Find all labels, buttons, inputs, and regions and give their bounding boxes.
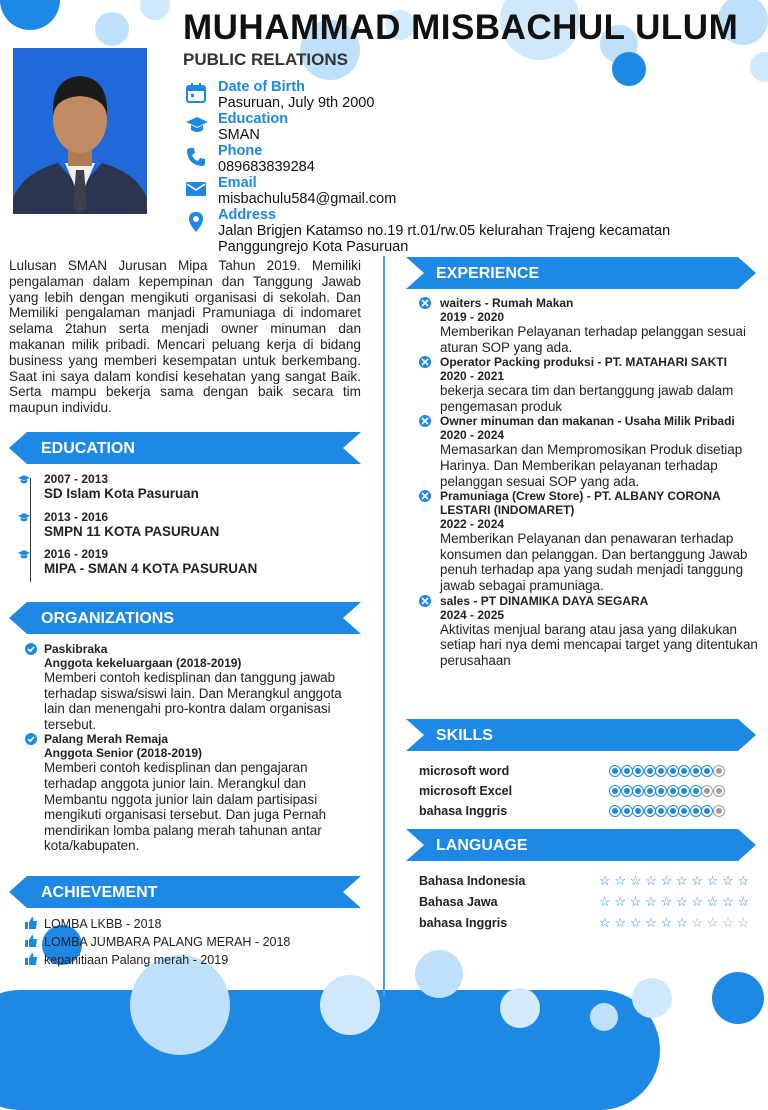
education-years: 2016 - 2019 xyxy=(44,547,109,562)
achievement-item xyxy=(25,951,355,969)
experience-item xyxy=(418,489,758,593)
rating-dot-empty xyxy=(702,786,712,796)
experience-role: Owner minuman dan makanan - Usaha Milik Pribadi xyxy=(440,414,735,429)
thumbs-up-icon xyxy=(25,916,37,934)
achievement-title: ACHIEVEMENT xyxy=(41,884,158,901)
profile-photo xyxy=(13,48,147,214)
organization-item xyxy=(25,732,355,854)
language-rating-stars xyxy=(599,873,753,889)
star-filled-icon: ☆ xyxy=(691,894,703,909)
organization-position: Anggota kekeluargaan (2018-2019) xyxy=(44,656,242,670)
star-filled-icon: ☆ xyxy=(614,894,627,909)
organization-desc: Memberi contoh kedisplinan dan tanggung jawab terhadap siswa/siswi lain. Dan Merangkul anggota lain dan menengahi pro-kontra dalam organisasi tersebut. xyxy=(44,670,342,732)
star-filled-icon: ☆ xyxy=(691,873,703,888)
bullet-icon xyxy=(418,414,432,432)
rating-dot-empty xyxy=(714,766,724,776)
education-title: EDUCATION xyxy=(41,440,135,457)
star-filled-icon: ☆ xyxy=(645,873,657,888)
education-years: 2007 - 2013 xyxy=(44,472,109,486)
contact-label: Date of Birth xyxy=(218,79,305,95)
rating-dot-filled xyxy=(610,806,620,816)
language-title: LANGUAGE xyxy=(436,837,528,854)
experience-desc: Memberikan Pelayanan dan penawaran terhadap konsumen dan pelanggan. Dan bertanggung Jawab penuh terhadap apa yang sudah menjadi tanggung jawab sebagai pramuniaga. xyxy=(440,531,748,593)
star-filled-icon: ☆ xyxy=(660,915,673,930)
check-circle-icon xyxy=(25,643,37,659)
rating-dot-filled xyxy=(691,806,701,816)
organization-name: Palang Merah Remaja xyxy=(44,732,169,747)
candidate-role: PUBLIC RELATIONS xyxy=(183,50,348,69)
rating-dot-filled xyxy=(622,806,632,816)
column-divider xyxy=(383,256,385,996)
about-summary: Lulusan SMAN Jurusan Mipa Tahun 2019. Memiliki pengalaman dalam kepempinan dan Tanggung Jawab yang lebih dengan mengikuti organisasi di sekolah. Dan Memiliki pengalaman manjadi Pramuniaga di indomaret selama 2tahun serta menjadi owner minuman dan makanan milik pribadi. Mencari peluang kerja di bidang business yang memberi kesempatan untuk berkembang. Saat ini saya dalam kondisi kesehatan yang sangat Baik. Serta mampu bekerja sama dengan baik secara tim maupun individu. xyxy=(9,258,361,416)
rating-dot-filled xyxy=(656,786,666,796)
star-filled-icon: ☆ xyxy=(660,894,673,909)
language-name: Bahasa Indonesia xyxy=(419,874,526,888)
education-school: MIPA - SMAN 4 KOTA PASURUAN xyxy=(44,561,258,577)
organization-position: Anggota Senior (2018-2019) xyxy=(44,746,203,761)
rating-dot-filled xyxy=(633,786,643,796)
contact-item-phone xyxy=(186,143,746,175)
contact-value: Jalan Brigjen Katamso no.19 rt.01/rw.05 kelurahan Trajeng kecamatan Panggungrejo Kota Pasuruan xyxy=(218,223,671,255)
contact-value: Pasuruan, July 9th 2000 xyxy=(218,95,375,111)
organizations-list xyxy=(25,642,355,854)
star-filled-icon: ☆ xyxy=(629,894,642,909)
experience-item xyxy=(418,296,758,355)
experience-desc: Memberikan Pelayanan terhadap pelanggan sesuai aturan SOP yang ada. xyxy=(440,324,746,355)
contact-item-email xyxy=(186,175,746,207)
rating-dot-filled xyxy=(668,766,678,776)
graduation-cap-icon xyxy=(186,115,206,135)
language-rating-stars xyxy=(599,915,753,931)
experience-desc: bekerja secara tim dan bertanggung jawab dalam pengemasan produk xyxy=(440,383,734,414)
organization-desc: Memberi contoh kedisplinan dan pengajaran terhadap anggota junior lain. Merangkul dan Membantu nggota junior lain dalam partisipasi mengikuti organisasi tersebut. Dan juga Pernah mendirikan lomba palang merah tahunan antar kota/kabupaten. xyxy=(44,760,327,854)
experience-desc: Memasarkan dan Mempromosikan Produk disetiap Harinya. Dan Memberikan pelayanan terhadap pelanggan sesuai SOP yang ada. xyxy=(440,442,743,489)
rating-dot-filled xyxy=(610,766,620,776)
rating-dot-empty xyxy=(714,786,724,796)
education-years: 2013 - 2016 xyxy=(44,509,109,524)
contact-item-dob xyxy=(186,79,746,111)
star-empty-icon: ☆ xyxy=(691,915,703,930)
graduation-cap-icon xyxy=(18,548,30,564)
achievement-banner xyxy=(9,876,361,908)
experience-banner xyxy=(406,257,756,289)
rating-dot-filled xyxy=(645,786,655,796)
experience-years: 2020 - 2024 xyxy=(440,428,505,443)
thumbs-up-icon xyxy=(25,952,37,970)
achievement-text: kepanitiaan Palang merah - 2019 xyxy=(44,953,229,967)
contact-label: Education xyxy=(218,111,289,127)
experience-role: waiters - Rumah Makan xyxy=(440,296,574,310)
rating-dot-filled xyxy=(702,806,712,816)
experience-years: 2022 - 2024 xyxy=(440,517,505,532)
graduation-cap-icon xyxy=(18,473,30,489)
star-empty-icon: ☆ xyxy=(722,915,734,930)
experience-item xyxy=(418,355,758,414)
rating-dot-empty xyxy=(714,806,724,816)
contact-list xyxy=(186,79,746,255)
skills-title: SKILLS xyxy=(436,727,493,744)
star-filled-icon: ☆ xyxy=(660,873,673,888)
star-filled-icon: ☆ xyxy=(614,873,627,888)
experience-role: Operator Packing produksi - PT. MATAHARI SAKTI xyxy=(440,355,727,370)
rating-dot-filled xyxy=(633,766,643,776)
contact-value: 089683839284 xyxy=(218,159,315,175)
check-circle-icon xyxy=(25,733,37,749)
rating-dot-filled xyxy=(610,786,620,796)
contact-value: SMAN xyxy=(218,127,260,143)
star-filled-icon: ☆ xyxy=(599,894,611,909)
star-filled-icon: ☆ xyxy=(737,894,750,909)
organizations-banner xyxy=(9,602,361,634)
star-filled-icon: ☆ xyxy=(675,894,688,909)
rating-dot-filled xyxy=(622,766,632,776)
thumbs-up-icon xyxy=(25,934,37,952)
experience-years: 2024 - 2025 xyxy=(440,607,505,622)
education-school: SD Islam Kota Pasuruan xyxy=(44,486,199,501)
skill-rating-dots xyxy=(610,786,724,796)
bullet-icon xyxy=(418,296,432,314)
rating-dot-filled xyxy=(702,766,712,776)
calendar-icon xyxy=(186,83,206,103)
skill-name: microsoft Excel xyxy=(419,784,513,798)
education-school: SMPN 11 KOTA PASURUAN xyxy=(44,523,220,539)
star-filled-icon: ☆ xyxy=(645,915,657,930)
experience-title: EXPERIENCE xyxy=(436,265,540,282)
rating-dot-filled xyxy=(679,806,689,816)
star-filled-icon: ☆ xyxy=(629,873,642,888)
organization-item xyxy=(25,642,355,732)
bullet-icon xyxy=(418,355,432,373)
contact-item-address xyxy=(186,207,746,255)
experience-role: Pramuniaga (Crew Store) - PT. ALBANY CORONA LESTARI (INDOMARET) xyxy=(440,489,721,518)
phone-icon xyxy=(186,147,206,167)
star-filled-icon: ☆ xyxy=(614,915,627,930)
star-filled-icon: ☆ xyxy=(645,894,657,909)
rating-dot-filled xyxy=(668,786,678,796)
star-filled-icon: ☆ xyxy=(675,915,688,930)
rating-dot-filled xyxy=(691,786,701,796)
graduation-cap-icon xyxy=(18,511,30,527)
achievement-list xyxy=(25,915,355,969)
rating-dot-filled xyxy=(691,766,701,776)
experience-item xyxy=(418,594,758,669)
education-banner xyxy=(9,432,361,464)
language-name: Bahasa Jawa xyxy=(419,895,498,909)
star-filled-icon: ☆ xyxy=(722,894,734,909)
contact-item-education xyxy=(186,111,746,143)
contact-label: Email xyxy=(218,175,257,191)
star-filled-icon: ☆ xyxy=(706,894,719,909)
achievement-text: LOMBA JUMBARA PALANG MERAH - 2018 xyxy=(44,935,291,949)
organizations-title: ORGANIZATIONS xyxy=(41,610,175,627)
star-filled-icon: ☆ xyxy=(629,915,642,930)
education-list xyxy=(30,472,350,585)
skill-rating-dots xyxy=(610,766,724,776)
education-item xyxy=(30,510,350,540)
organization-name: Paskibraka xyxy=(44,642,108,656)
bullet-icon xyxy=(418,594,432,612)
star-empty-icon: ☆ xyxy=(737,915,750,930)
rating-dot-filled xyxy=(679,786,689,796)
experience-years: 2019 - 2020 xyxy=(440,310,505,324)
star-filled-icon: ☆ xyxy=(706,873,719,888)
rating-dot-filled xyxy=(645,806,655,816)
star-empty-icon: ☆ xyxy=(706,915,719,930)
achievement-item xyxy=(25,915,355,933)
candidate-name: MUHAMMAD MISBACHUL ULUM xyxy=(183,8,739,47)
contact-value: misbachulu584@gmail.com xyxy=(218,191,397,207)
star-filled-icon: ☆ xyxy=(737,873,750,888)
rating-dot-filled xyxy=(645,766,655,776)
skills-banner xyxy=(406,719,756,751)
location-pin-icon xyxy=(186,211,206,231)
bullet-icon xyxy=(418,489,432,507)
rating-dot-filled xyxy=(633,806,643,816)
star-filled-icon: ☆ xyxy=(722,873,734,888)
rating-dot-filled xyxy=(622,786,632,796)
experience-years: 2020 - 2021 xyxy=(440,369,505,384)
experience-role: sales - PT DINAMIKA DAYA SEGARA xyxy=(440,593,649,608)
star-filled-icon: ☆ xyxy=(599,873,611,888)
education-item xyxy=(30,472,350,502)
rating-dot-filled xyxy=(668,806,678,816)
education-item xyxy=(30,547,350,577)
contact-label: Address xyxy=(218,207,277,223)
rating-dot-filled xyxy=(656,766,666,776)
language-banner xyxy=(406,829,756,861)
rating-dot-filled xyxy=(679,766,689,776)
rating-dot-filled xyxy=(656,806,666,816)
skill-name: microsoft word xyxy=(419,764,510,778)
language-rating-stars xyxy=(599,894,753,910)
skill-name: bahasa Inggris xyxy=(419,804,508,818)
experience-desc: Aktivitas menjual barang atau jasa yang dilakukan setiap hari nya demi mencapai target yang ditentukan perusahaan xyxy=(440,621,758,668)
star-filled-icon: ☆ xyxy=(599,915,611,930)
experience-list xyxy=(418,296,758,668)
achievement-item xyxy=(25,933,355,951)
experience-item xyxy=(418,414,758,489)
achievement-text: LOMBA LKBB - 2018 xyxy=(44,917,162,931)
language-name: bahasa Inggris xyxy=(419,916,508,930)
star-filled-icon: ☆ xyxy=(675,873,688,888)
contact-label: Phone xyxy=(218,143,263,159)
email-icon xyxy=(186,179,206,199)
skill-rating-dots xyxy=(610,806,724,816)
